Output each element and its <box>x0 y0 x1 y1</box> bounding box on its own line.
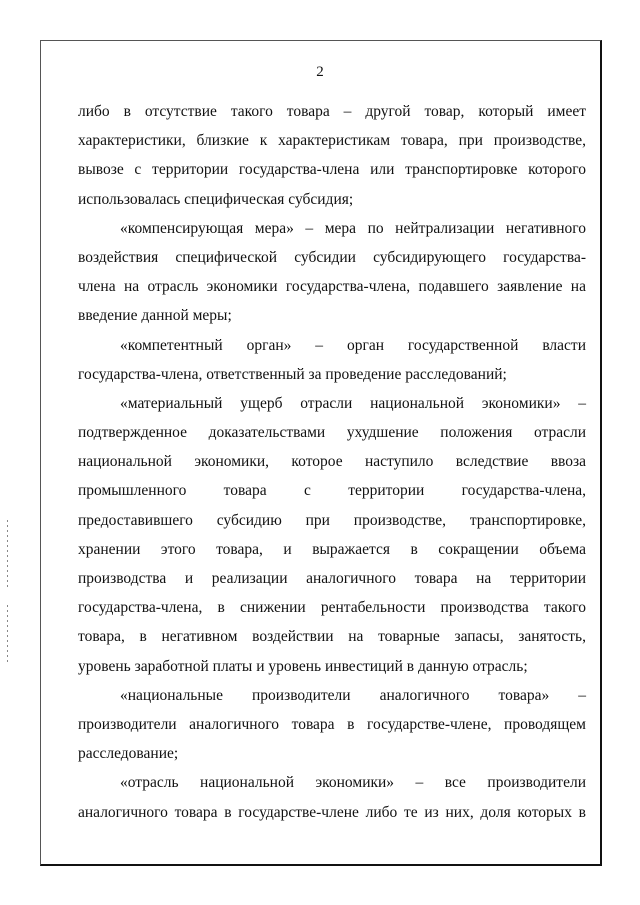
text-line: использовалась специфическая субсидия; <box>78 190 354 208</box>
text-line: аналогичного товара в государстве-члене либо те из них, доля которых в <box>78 803 586 821</box>
text-line: предоставившего субсидию при производстве, транспортировке, <box>78 511 586 529</box>
text-line: промышленного товара с территории государства-члена, <box>78 482 586 500</box>
text-line: производства и реализации аналогичного товара на территории <box>78 570 586 587</box>
definition-line: «национальные производители аналогичного товара» – <box>120 686 586 704</box>
text-line: хранении этого товара, и выражается в сокращении объема <box>78 540 586 558</box>
text-line: введение данной меры; <box>78 307 232 325</box>
text-line: государства-члена, ответственный за проведение расследований; <box>78 365 507 383</box>
text-line: вывозе с территории государства-члена или транспортировке которого <box>78 161 586 179</box>
text-line: характеристики, близкие к характеристикам товара, при производстве, <box>78 132 586 150</box>
definition-line: «отрасль национальной экономики» – все производители <box>120 774 586 792</box>
page-number: 2 <box>316 64 324 80</box>
text-line: товара, в негативном воздействии на товарные запасы, занятость, <box>78 628 586 646</box>
definition-line: «компенсирующая мера» – мера по нейтрализации негативного <box>120 219 586 237</box>
text-line: государства-члена, в снижении рентабельности производства такого <box>78 599 586 617</box>
definition-line: «компетентный орган» – орган государственной власти <box>120 336 586 354</box>
text-line: либо в отсутствие такого товара – другой товар, который имеет <box>78 103 586 120</box>
scan-margin-mark <box>7 520 8 590</box>
text-line: расследование; <box>78 745 179 763</box>
scan-margin-mark <box>7 605 8 665</box>
definition-line: «материальный ущерб отрасли национальной экономики» – <box>120 394 586 412</box>
text-line: уровень заработной платы и уровень инвестиций в данную отрасль; <box>78 657 528 675</box>
text-line: национальной экономики, которое наступило вследствие ввоза <box>78 453 586 471</box>
text-line: производители аналогичного товара в государстве-члене, проводящем <box>78 715 586 733</box>
text-line: подтвержденное доказательствами ухудшение положения отрасли <box>78 424 586 442</box>
text-line: воздействия специфической субсидии субсидирующего государства- <box>78 248 586 266</box>
document-body <box>78 97 586 827</box>
text-line: члена на отрасль экономики государства-члена, подавшего заявление на <box>78 278 586 296</box>
